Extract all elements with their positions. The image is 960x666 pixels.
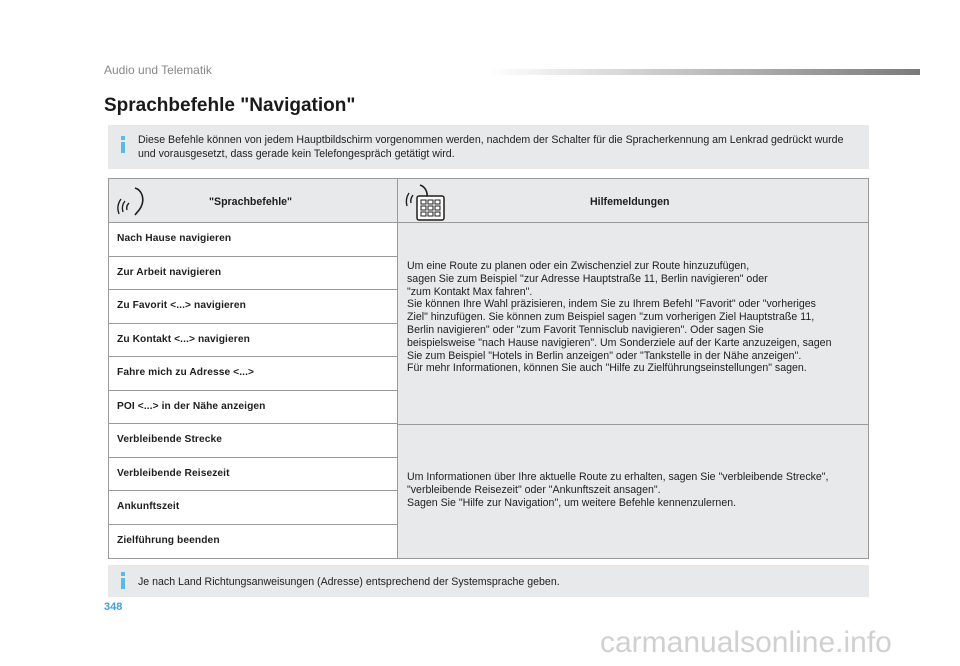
info-box-top bbox=[108, 125, 869, 169]
help-text-navigation: Um eine Route zu planen oder ein Zwischenziel zur Route hinzuzufügen, sagen Sie zum Beispiel "zur Adresse Hauptstraße 11, Berlin navigieren" oder "zum Kontakt Max fahren". Sie können Ihre Wahl präzisieren, indem Sie zu Ihrem Befehl "Favorit" oder "vorheriges Ziel" hinzufügen. Sie können zum Beispiel sagen "zum vorherigen Ziel Hauptstraße 11, Berlin navigieren" oder "zum Favorit Tennisclub navigieren". Oder sagen Sie beispielsweise "nach Hause navigieren". Um Sonderziele auf der Karte anzuzeigen, sagen Sie zum Beispiel "Hotels in Berlin anzeigen" oder "Tankstelle in der Nähe anzeigen". Für mehr Informationen, können Sie auch "Hilfe zu Zielführungseinstellungen" sagen. bbox=[407, 260, 832, 375]
help-text-route-info: Um Informationen über Ihre aktuelle Route zu erhalten, sagen Sie "verbleibende Strecke", "verbleibende Reisezeit" oder "Ankunftszeit ansagen". Sagen Sie "Hilfe zur Navigation", um weitere Befehle kennenzulernen. bbox=[407, 471, 829, 509]
running-title: Audio und Telematik bbox=[104, 63, 212, 77]
voice-command-icon bbox=[117, 186, 149, 218]
command-label: Nach Hause navigieren bbox=[117, 233, 232, 244]
command-row bbox=[109, 357, 398, 391]
info-icon bbox=[119, 572, 127, 591]
command-label: Verbleibende Strecke bbox=[117, 434, 223, 445]
info-icon bbox=[119, 136, 127, 155]
help-cell-navigation bbox=[398, 223, 868, 424]
help-column-header bbox=[398, 179, 868, 223]
header-rule bbox=[488, 69, 920, 75]
command-row bbox=[109, 391, 398, 425]
command-row bbox=[109, 324, 398, 358]
voice-help-icon bbox=[404, 183, 446, 221]
command-row bbox=[109, 257, 398, 291]
command-label: Zur Arbeit navigieren bbox=[117, 266, 222, 278]
command-row bbox=[109, 223, 398, 257]
command-label: Verbleibende Reisezeit bbox=[117, 467, 230, 479]
info-text-top: Diese Befehle können von jedem Hauptbildschirm vorgenommen werden, nachdem der Schalter für die Spracherkennung am Lenkrad gedrückt wurde und vorausgesetzt, dass gerade kein Telefongespräch getätigt wird. bbox=[138, 134, 844, 160]
commands-column-header bbox=[109, 179, 398, 223]
command-label: Fahre mich zu Adresse <...> bbox=[117, 367, 255, 378]
command-label: Ankunftszeit bbox=[117, 501, 180, 512]
voice-commands-table bbox=[108, 178, 869, 559]
command-row bbox=[109, 290, 398, 324]
commands-header-label: "Sprachbefehle" bbox=[209, 196, 293, 208]
command-label: POI <...> in der Nähe anzeigen bbox=[117, 400, 266, 412]
command-label: Zu Kontakt <...> navigieren bbox=[117, 333, 250, 345]
command-row bbox=[109, 525, 398, 559]
info-box-bottom bbox=[108, 565, 869, 597]
command-row bbox=[109, 491, 398, 525]
command-row bbox=[109, 458, 398, 492]
page-number: 348 bbox=[104, 601, 123, 613]
watermark: carmanualsonline.info bbox=[600, 626, 892, 659]
command-label: Zielführung beenden bbox=[117, 534, 220, 546]
help-cell-route-info bbox=[398, 425, 868, 558]
info-text-bottom: Je nach Land Richtungsanweisungen (Adresse) entsprechend der Systemsprache geben. bbox=[138, 576, 560, 588]
command-label: Zu Favorit <...> navigieren bbox=[117, 300, 246, 311]
page-title: Sprachbefehle "Navigation" bbox=[104, 95, 356, 116]
command-row bbox=[109, 424, 398, 458]
help-header-label: Hilfemeldungen bbox=[590, 196, 670, 208]
